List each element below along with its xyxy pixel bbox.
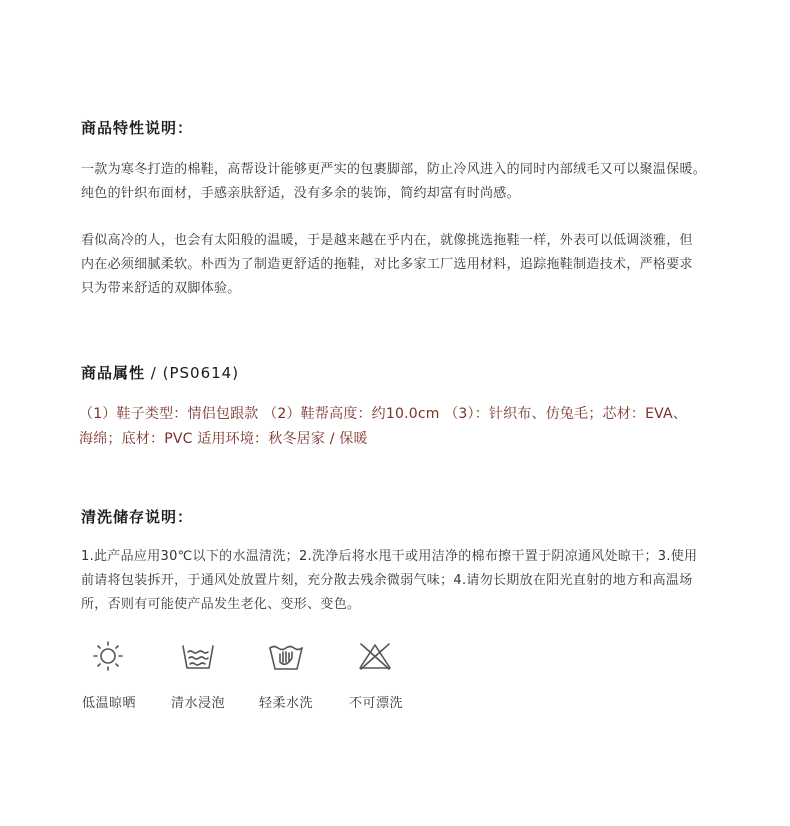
low-temp-dry-icon [90, 640, 126, 672]
care-symbol-label: 低温晾晒 [82, 696, 137, 711]
attributes-title [81, 362, 239, 383]
attributes-line: （1）鞋子类型：情侣包跟款 （2）鞋帮高度：约10.0cm （3）：针织布、仿兔毛；芯材：EVA、 [79, 406, 688, 422]
features-paragraph-2-line: 只为带来舒适的双脚体验。 [81, 281, 241, 296]
attributes-title-main: 商品属性 [81, 364, 146, 382]
care-instructions-line: 1.此产品应用30℃以下的水温清洗；2.洗净后将水甩干或用洁净的棉布擦干置于阴凉通风处晾干；3.使用 [81, 549, 698, 564]
attributes-list [79, 402, 739, 452]
care-instructions-line: 前请将包装拆开，于通风处放置片刻，充分散去残余微弱气味；4.请勿长期放在阳光直射的地方和高温场 [81, 573, 693, 588]
care-symbol-label: 清水浸泡 [171, 696, 226, 711]
features-paragraph-1-line: 纯色的针织布面材，手感亲肤舒适，没有多余的装饰，简约却富有时尚感。 [81, 186, 520, 201]
care-instructions-line: 所，否则有可能使产品发生老化、变形、变色。 [81, 597, 361, 612]
care-symbol-label: 轻柔水洗 [259, 696, 314, 711]
features-paragraph-1-line: 一款为寒冬打造的棉鞋，高帮设计能够更严实的包裹脚部，防止冷风进入的同时内部绒毛又可以聚温保暖。 [81, 162, 707, 177]
gentle-wash-icon [268, 640, 304, 672]
care-instructions [81, 545, 721, 617]
features-paragraph-2 [81, 229, 721, 301]
features-title: 商品特性说明： [81, 119, 194, 137]
care-symbol-label: 不可漂洗 [349, 696, 404, 711]
features-paragraph-2-line: 看似高冷的人，也会有太阳般的温暖，于是越来越在乎内在，就像挑选拖鞋一样，外表可以低调淡雅，但 [81, 233, 693, 248]
care-title: 清洗储存说明： [81, 508, 194, 526]
no-bleach-icon [357, 640, 393, 672]
clear-water-soak-icon [180, 640, 216, 672]
attributes-title-code: / (PS0614) [145, 364, 240, 382]
features-paragraph-1 [81, 158, 721, 206]
attributes-line: 海绵；底材：PVC 适用环境：秋冬居家 / 保暖 [79, 431, 368, 447]
features-paragraph-2-line: 内在必须细腻柔软。朴西为了制造更舒适的拖鞋，对比多家工厂选用材料，追踪拖鞋制造技术，严格要求 [81, 257, 693, 272]
